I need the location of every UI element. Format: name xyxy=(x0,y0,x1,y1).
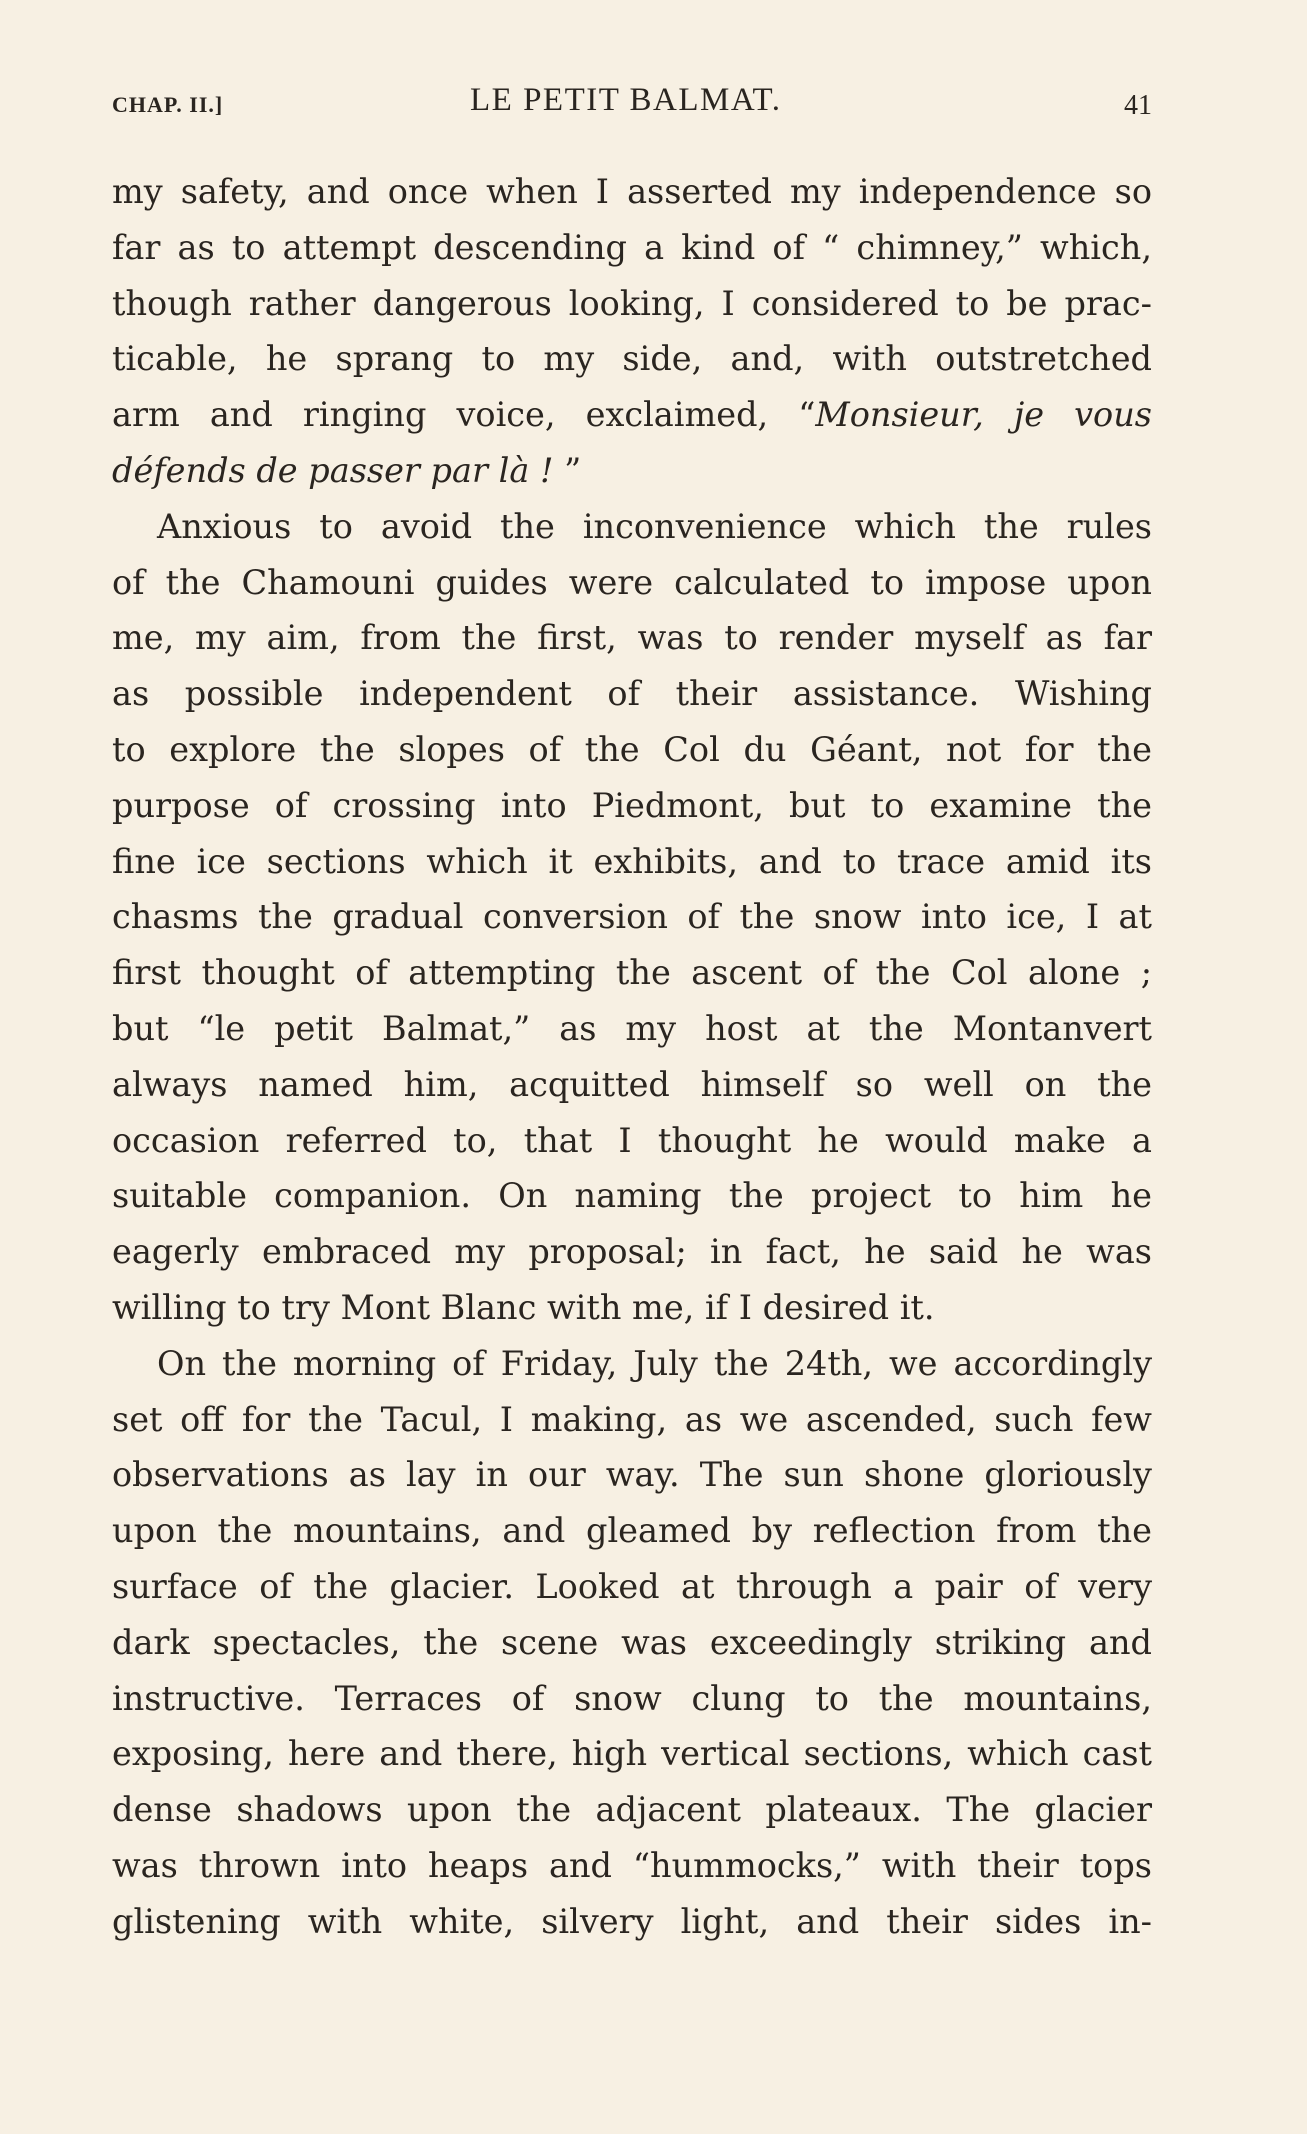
text-line: fine ice sections which it exhibits, and to trace amid its xyxy=(112,841,1152,881)
running-header xyxy=(112,82,1152,122)
text-line: me, my aim, from the first, was to render myself as far xyxy=(112,618,1152,658)
chapter-label: CHAP. II.] xyxy=(112,92,224,117)
text-line: observations as lay in our way. The sun shone gloriously xyxy=(112,1455,1152,1495)
text-span: ” xyxy=(553,450,582,490)
text-line: exposing, here and there, high vertical sections, which cast xyxy=(112,1734,1152,1774)
text-line: first thought of attempting the ascent of the Col alone ; xyxy=(112,953,1152,993)
text-line: suitable companion. On naming the project to him he xyxy=(112,1176,1152,1216)
text-line: far as to attempt descending a kind of “ chimney,” which, xyxy=(112,227,1152,267)
text-line: willing to try Mont Blanc with me, if I desired it. xyxy=(112,1287,935,1327)
text-line: always named him, acquitted himself so well on the xyxy=(112,1064,1152,1104)
italic-quote: défends de passer par là ! xyxy=(112,450,554,490)
text-line: my safety, and once when I asserted my independence so xyxy=(112,172,1152,211)
text-line: eagerly embraced my proposal; in fact, he said he was xyxy=(112,1232,1152,1272)
italic-quote: Monsieur, je vous xyxy=(815,395,1152,435)
text-line: instructive. Terraces of snow clung to the mountains, xyxy=(112,1678,1152,1718)
body-text xyxy=(112,164,1152,1950)
text-line: but “le petit Balmat,” as my host at the Montanvert xyxy=(112,1008,1152,1048)
text-line: of the Chamouni guides were calculated to impose upon xyxy=(112,562,1152,602)
text-line: glistening with white, silvery light, and their sides in- xyxy=(112,1901,1152,1941)
text-line: purpose of crossing into Piedmont, but to examine the xyxy=(112,785,1152,825)
page-number: 41 xyxy=(1124,90,1152,121)
text-line: dense shadows upon the adjacent plateaux. The glacier xyxy=(112,1790,1152,1830)
text-line: was thrown into heaps and “hummocks,” with their tops xyxy=(112,1845,1152,1885)
text-line: to explore the slopes of the Col du Géant, not for the xyxy=(112,729,1152,769)
text-line: upon the mountains, and gleamed by reflection from the xyxy=(112,1511,1152,1551)
text-line: occasion referred to, that I thought he would make a xyxy=(112,1120,1152,1160)
running-title: LE PETIT BALMAT. xyxy=(470,82,782,118)
text-line: though rather dangerous looking, I considered to be prac- xyxy=(112,283,1152,323)
text-line: ticable, he sprang to my side, and, with outstretched xyxy=(112,339,1152,379)
text-line-with-italic xyxy=(112,443,1152,499)
text-line: dark spectacles, the scene was exceedingly striking and xyxy=(112,1622,1152,1662)
text-line-with-italic xyxy=(112,387,1152,443)
paragraph-start: On the morning of Friday, July the 24th, we accordingly xyxy=(157,1343,1152,1383)
text-line: surface of the glacier. Looked at through a pair of very xyxy=(112,1566,1152,1606)
text-line: chasms the gradual conversion of the snow into ice, I at xyxy=(112,897,1152,937)
text-span: arm and ringing voice, exclaimed, “ xyxy=(112,395,816,435)
text-line: set off for the Tacul, I making, as we ascended, such few xyxy=(112,1399,1152,1439)
paragraph-start: Anxious to avoid the inconvenience which the rules xyxy=(157,506,1152,546)
text-line: as possible independent of their assistance. Wishing xyxy=(112,674,1152,714)
